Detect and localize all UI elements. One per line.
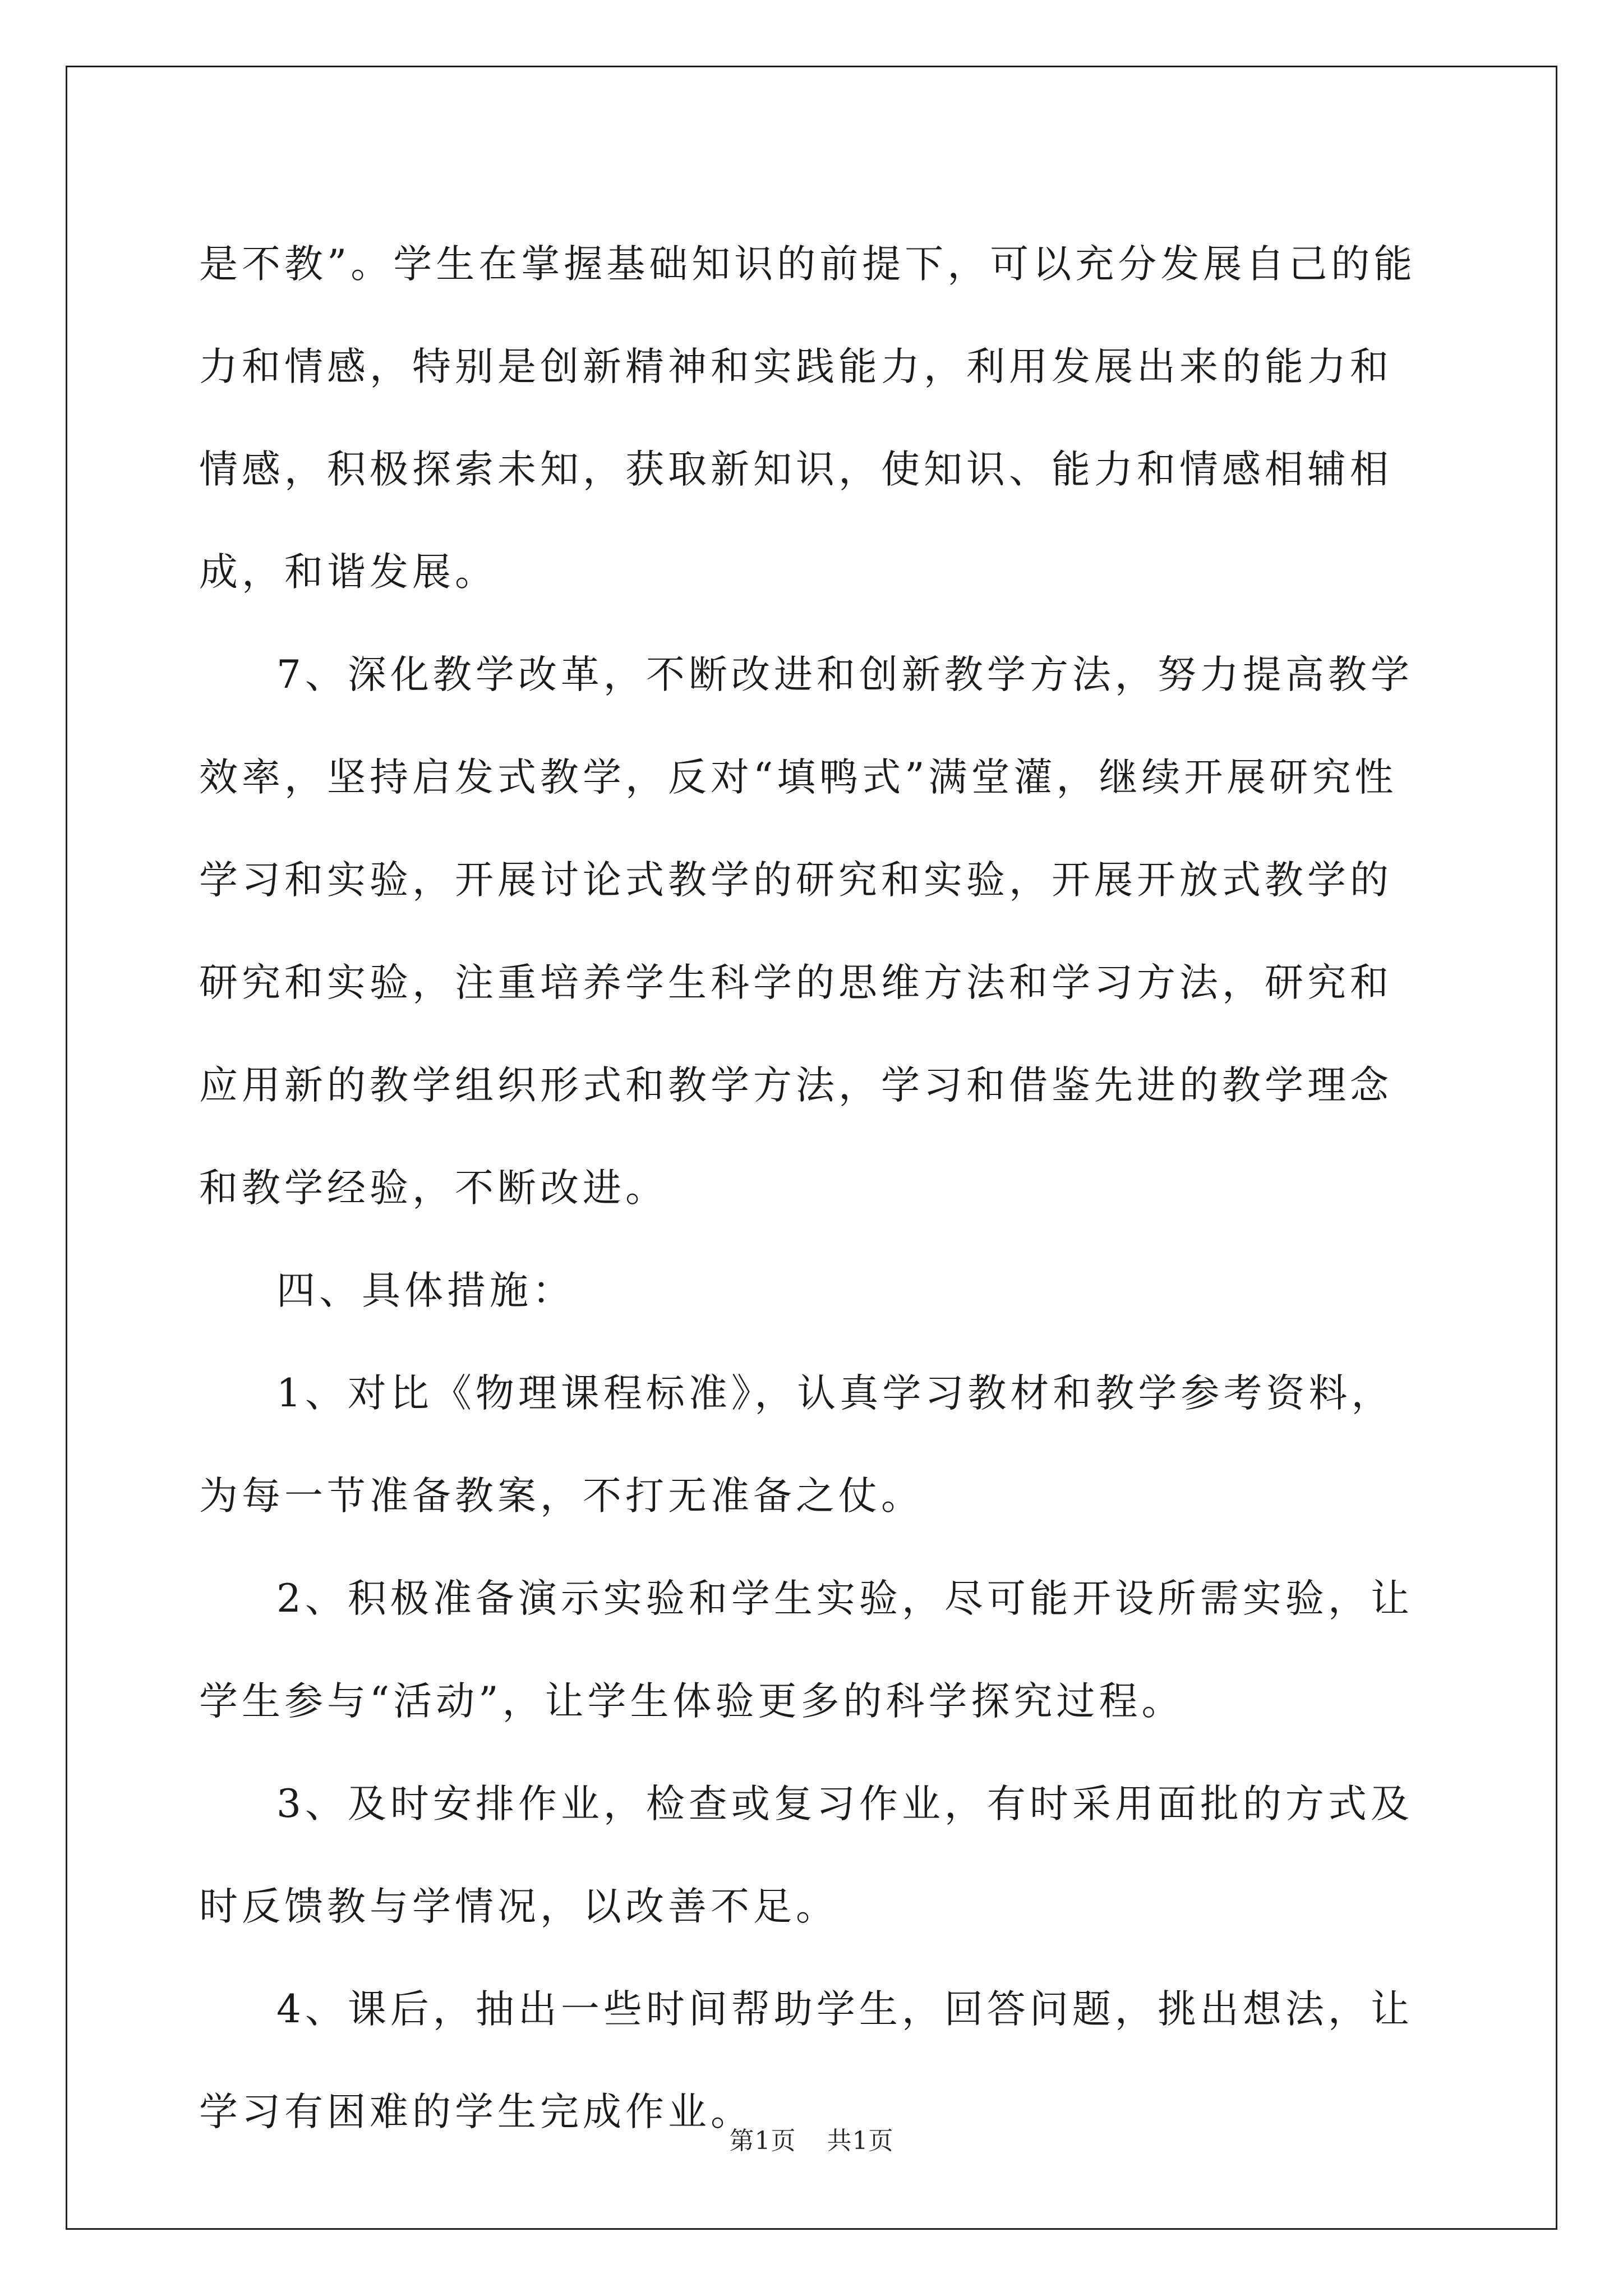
paragraph-measure-3: 3、及时安排作业，检查或复习作业，有时采用面批的方式及时反馈教与学情况，以改善不足。	[199, 1782, 1413, 1929]
section-heading-measures: 四、具体措施：	[276, 1268, 575, 1313]
paragraph-item-7: 7、深化教学改革，不断改进和创新教学方法，努力提高教学效率，坚持启发式教学，反对“填鸭式”满堂灌，继续开展研究性学习和实验，开展讨论式教学的研究和实验，开展开放式教学的研究和实验，注重培养学生科学的思维方法和学习方法，研究和应用新的教学组织形式和教学方法，学习和借鉴先进的教学理念和教学经验，不断改进。	[199, 652, 1413, 1211]
page-footer	[0, 2120, 1623, 2156]
paragraph-measure-2: 2、积极准备演示实验和学生实验，尽可能开设所需实验，让学生参与“活动”，让学生体验更多的科学探究过程。	[199, 1576, 1413, 1724]
document-body	[199, 213, 1433, 2164]
page-number: 第1页	[729, 2127, 796, 2155]
paragraph-measure-1: 1、对比《物理课程标准》，认真学习教材和教学参考资料，为每一节准备教案，不打无准备之仗。	[199, 1371, 1394, 1519]
paragraph-continuation: 是不教”。学生在掌握基础知识的前提下，可以充分发展自己的能力和情感，特别是创新精神和实践能力，利用发展出来的能力和情感，积极探索未知，获取新知识，使知识、能力和情感相辅相成，和谐发展。	[199, 242, 1417, 595]
page-total: 共1页	[827, 2127, 894, 2155]
paragraph-measure-4: 4、课后，抽出一些时间帮助学生，回答问题，挑出想法，让学习有困难的学生完成作业。	[199, 1987, 1413, 2134]
